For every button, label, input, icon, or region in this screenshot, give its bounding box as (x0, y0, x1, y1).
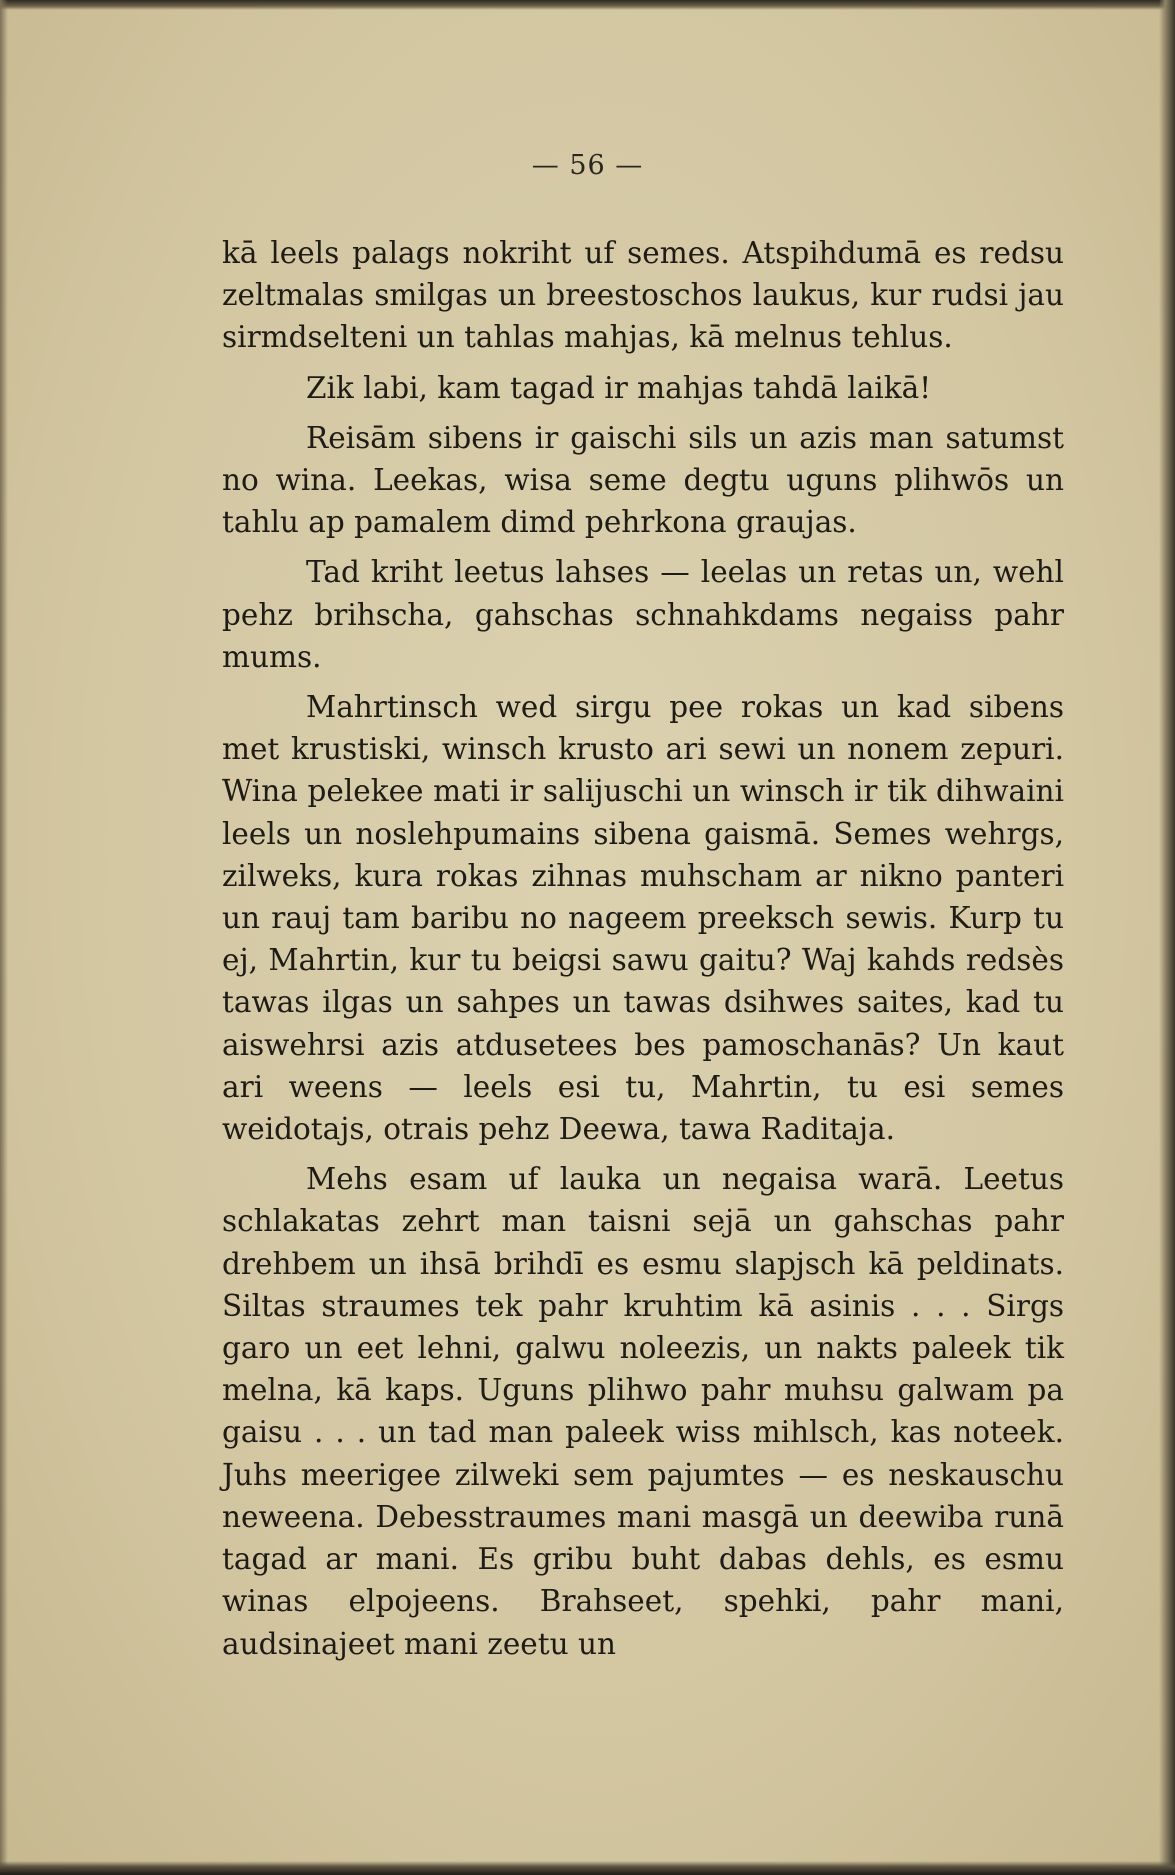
paragraph: Tad kriht leetus lahses — leelas un retas un, wehl pehz brihscha, gahschas schnahkdams negaiss pahr mums. (222, 555, 1064, 674)
page-right-edge (1159, 0, 1175, 1875)
page-number: — 56 — (531, 150, 644, 181)
paragraph: Reisām sibens ir gaischi sils un azis man satumst no wina. Leekas, wisa seme degtu uguns plihwōs un tahlu ap pamalem dimd pehrkona graujas. (222, 420, 1064, 540)
paragraph: Zik labi, kam tagad ir mahjas tahdā laikā! (306, 370, 932, 405)
paragraph: Mehs esam uf lauka un negaisa warā. Leetus schlakatas zehrt man taisni sejā un gahschas pahr drehbem un ihsā brihdī es esmu slapjsch kā peldinats. Siltas straumes tek pahr kruhtim kā asinis . . . Sirgs garo un eet lehni, galwu noleezis, un nakts paleek tik melna, kā kaps. Uguns plihwo pahr muhsu galwam pa gaisu . . . un tad man paleek wiss mihlsch, kas noteek. Juhs meerigee zilweki sem pajumtes — es neskauschu neweena. Debesstraumes mani masgā un deewiba runā tagad ar mani. Es gribu buht dabas dehls, es esmu winas elpojeens. Brahseet, spehki, pahr mani, audsinajeet mani zeetu un (222, 1162, 1064, 1661)
body-text (222, 232, 1064, 1673)
page-left-edge (0, 0, 8, 1875)
page-top-edge (0, 0, 1175, 10)
paragraph: kā leels palags nokriht uf semes. Atspihdumā es redsu zeltmalas smilgas un breestoschos laukus, kur rudsi jau sirmdselteni un tahlas mahjas, kā melnus tehlus. (222, 236, 1064, 355)
paragraph: Mahrtinsch wed sirgu pee rokas un kad sibens met krustiski, winsch krusto ari sewi un nonem zepuri. Wina pelekee mati ir salijuschi un winsch ir tik dihwaini leels un noslehpumains sibena gaismā. Semes wehrgs, zilweks, kura rokas zihnas muhscham ar nikno panteri un rauj tam baribu no nageem preeksch sewis. Kurp tu ej, Mahrtin, kur tu beigsi sawu gaitu? Waj kahds redsès tawas ilgas un sahpes un tawas dsihwes saites, kad tu aiswehrsi azis atdusetees bes pamoschanās? Un kaut ari weens — leels esi tu, Mahrtin, tu esi semes weidotajs, otrais pehz Deewa, tawa Raditaja. (222, 690, 1064, 1147)
page-bottom-edge (0, 1861, 1175, 1875)
